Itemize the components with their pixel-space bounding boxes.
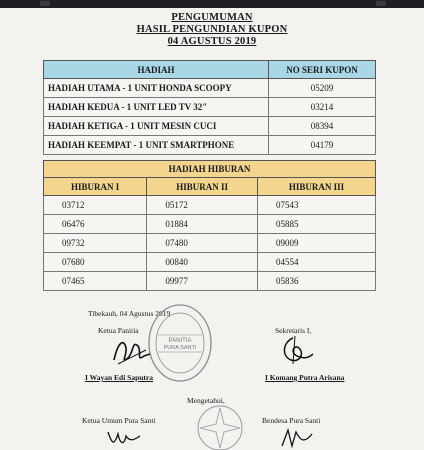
emblem-stamp xyxy=(190,400,250,450)
committee-stamp xyxy=(146,302,214,384)
knowing-label: Mengetahui, xyxy=(187,396,225,405)
table-row xyxy=(44,79,376,98)
table-row xyxy=(44,136,376,155)
coupon-number: 07543 xyxy=(257,196,375,215)
coupon-number: 09009 xyxy=(257,234,375,253)
secretary-title: Sekretaris I, xyxy=(275,326,312,335)
bendesa-title: Bendesa Pura Santi xyxy=(262,416,321,425)
stamp-text-temple: PURA SANTI xyxy=(163,345,197,351)
hiburan-2-header: HIBURAN II xyxy=(147,178,258,196)
coupon-number: 05209 xyxy=(269,79,376,98)
coupon-number: 03214 xyxy=(269,98,376,117)
temple-head-signature xyxy=(104,426,144,450)
coupon-number: 04554 xyxy=(257,253,375,272)
table-row xyxy=(44,215,376,234)
hiburan-3-header: HIBURAN III xyxy=(257,178,375,196)
coupon-number: 05172 xyxy=(147,196,258,215)
title-announcement: PENGUMUMAN xyxy=(171,12,253,23)
coupon-number: 06476 xyxy=(44,215,147,234)
coupon-number: 07680 xyxy=(44,253,147,272)
coupon-number: 03712 xyxy=(44,196,147,215)
coupon-number: 04179 xyxy=(269,136,376,155)
coupon-column-header: NO SERI KUPON xyxy=(269,61,376,79)
title-date: 04 AGUSTUS 2019 xyxy=(167,36,257,47)
coupon-number: 05836 xyxy=(257,272,375,291)
hiburan-1-header: HIBURAN I xyxy=(44,178,147,196)
coupon-number: 05885 xyxy=(257,215,375,234)
table-row xyxy=(44,272,376,291)
coupon-number: 07480 xyxy=(147,234,258,253)
table-row xyxy=(44,117,376,136)
table-row xyxy=(44,234,376,253)
prize-name: HADIAH KEEMPAT - 1 UNIT SMARTPHONE xyxy=(44,136,269,155)
entertainment-title: HADIAH HIBURAN xyxy=(44,161,376,178)
prize-name: HADIAH KEDUA - 1 UNIT LED TV 32" xyxy=(44,98,269,117)
chair-title: Ketua Panitia xyxy=(98,326,139,335)
coupon-number: 09977 xyxy=(147,272,258,291)
entertainment-prizes-table xyxy=(43,160,376,291)
prize-column-header: HADIAH xyxy=(44,61,269,79)
secretary-name: I Komang Putra Arisana xyxy=(265,373,345,382)
prize-name: HADIAH UTAMA - 1 UNIT HONDA SCOOPY xyxy=(44,79,269,98)
title-draw-results: HASIL PENGUNDIAN KUPON xyxy=(136,24,288,35)
coupon-number: 09732 xyxy=(44,234,147,253)
chair-name: I Wayan Edi Saputra xyxy=(85,373,154,382)
top-dark-edge xyxy=(0,0,424,8)
bendesa-signature xyxy=(278,426,318,450)
coupon-number: 01884 xyxy=(147,215,258,234)
place-date: Tibekauh, 04 Agustus 2019 xyxy=(88,309,171,318)
table-row xyxy=(44,98,376,117)
main-prizes-table xyxy=(43,60,376,155)
table-row xyxy=(44,253,376,272)
coupon-number: 08394 xyxy=(269,117,376,136)
secretary-signature xyxy=(275,334,317,368)
prize-name: HADIAH KETIGA - 1 UNIT MESIN CUCI xyxy=(44,117,269,136)
table-row xyxy=(44,196,376,215)
coupon-number: 00840 xyxy=(147,253,258,272)
temple-head-title: Ketua Umum Pura Santi xyxy=(82,416,156,425)
stamp-text-committee: PANITIA xyxy=(168,338,192,344)
chair-signature xyxy=(108,334,154,370)
coupon-number: 07465 xyxy=(44,272,147,291)
